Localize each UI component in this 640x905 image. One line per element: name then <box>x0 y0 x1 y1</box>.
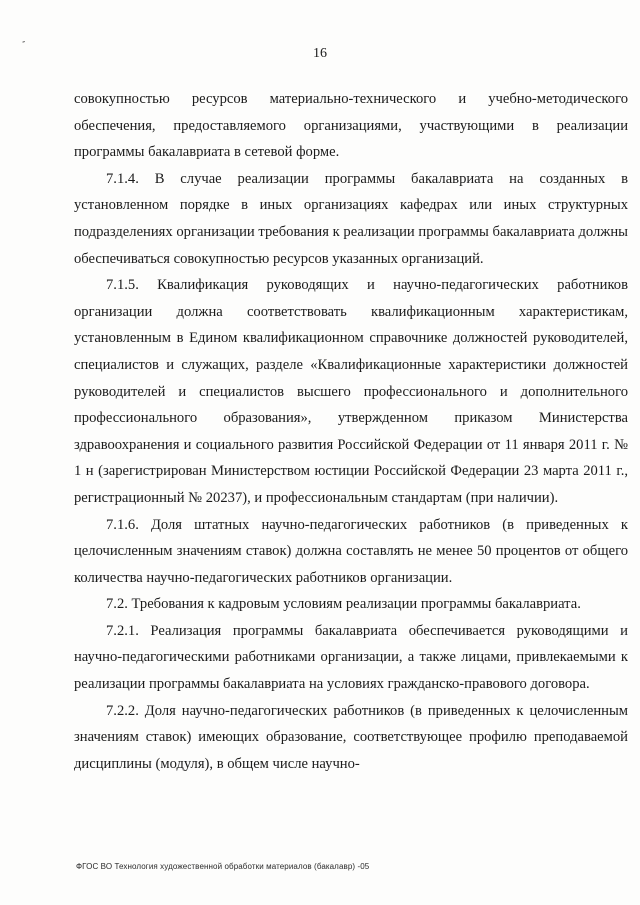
paragraph-7-2-2: 7.2.2. Доля научно-педагогических работников (в приведенных к целочисленным значениям ставок) имеющих образование, соответствующее профилю преподаваемой дисциплины (модуля), в общем числе научно- <box>74 702 628 772</box>
paragraph-7-2-1: 7.2.1. Реализация программы бакалавриата обеспечивается руководящими и научно-педагогическими работниками организации, а также лицами, привлекаемыми к реализации программы бакалавриата на условиях гражданско-правового договора. <box>74 622 628 693</box>
paragraph-continuation: совокупностью ресурсов материально-технического и учебно-методического обеспечения, предоставляемого организациями, участвующими в реализации программы бакалавриата в сетевой форме. <box>74 91 628 161</box>
paragraph-7-1-4: 7.1.4. В случае реализации программы бакалавриата на созданных в установленном порядке в иных организациях кафедрах или иных структурных подразделениях организации требования к реализации программы бакалавриата должны обеспечиваться совокупностью ресурсов указанных организаций. <box>74 170 628 267</box>
paragraph-7-2: 7.2. Требования к кадровым условиям реализации программы бакалавриата. <box>106 596 581 613</box>
paragraph-7-1-6: 7.1.6. Доля штатных научно-педагогических работников (в приведенных к целочисленным значениям ставок) должна составлять не менее 50 процентов от общего количества научно-педагогических работников организации. <box>74 516 628 586</box>
document-body <box>74 86 628 777</box>
footer-standard-label: ФГОС ВО Технология художественной обработки материалов (бакалавр) -05 <box>76 862 370 871</box>
paragraph-7-1-5: 7.1.5. Квалификация руководящих и научно-педагогических работников организации должна соответствовать квалификационным характеристикам, установленным в Едином квалификационном справочнике должностей руководителей, специалистов и служащих, разделе «Квалификационные характеристики должностей руководителей и специалистов высшего профессионального и дополнительного профессионального образования», утвержденном приказом Министерства здравоохранения и социального развития Российской Федерации от 11 января 2011 г. № 1 н (зарегистрирован Министерством юстиции Российской Федерации 23 марта 2011 г., регистрационный № 20237), и профессиональным стандартам (при наличии). <box>74 277 628 506</box>
page-number: 16 <box>313 46 327 61</box>
scan-mark: - <box>20 35 27 47</box>
